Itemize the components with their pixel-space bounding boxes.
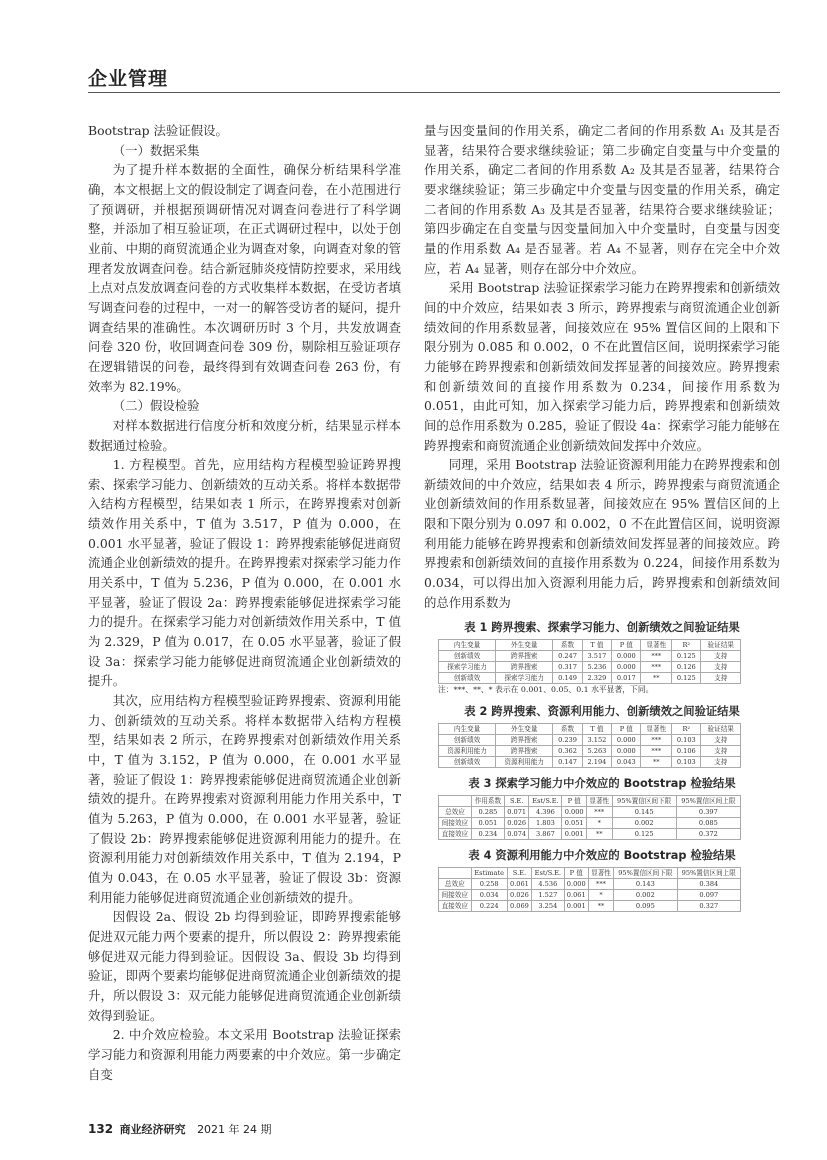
paragraph: 为了提升样本数据的全面性，确保分析结果科学准确，本文根据上文的假设制定了调查问卷，在小范围进行了预调研，并根据预调研情况对调查问卷进行了科学调整，并添加了相互验证项，在正式调研过程中，以处于创业前、中期的商贸流通企业为调查对象，向调查对象的管理者发放调查问卷。结合新冠肺炎疫情防控要求，采用线上点对点发放调查问卷的方式收集样本数据，在受访者填写调查问卷的过程中，一对一的解答受访者的疑问，提升调查结果的准确性。本次调研历时 3 个月，共发放调查问卷 320 份，收回调查问卷 309 份，剔除相互验证项存在逻辑错误的问卷，最终得到有效调查问卷 263 份，有效率为 82.19%。 xyxy=(88,162,401,394)
left-column xyxy=(88,121,401,1084)
table-cell: 0.224 xyxy=(471,901,507,912)
table-cell: 0.002 xyxy=(614,890,677,901)
section-title: 企业管理 xyxy=(88,68,169,90)
table-cell: *** xyxy=(641,651,672,662)
table-cell: 0.147 xyxy=(553,757,582,768)
column-header: 显著性 xyxy=(641,640,672,651)
column-header: 95%置信区间上限 xyxy=(677,868,740,879)
table-cell: 0.061 xyxy=(507,879,531,890)
journal-issue: 2021 年 24 期 xyxy=(197,1123,272,1136)
table-cell: 0.026 xyxy=(507,890,531,901)
table-row xyxy=(439,757,741,768)
data-table xyxy=(438,639,741,684)
table-cell: 3.254 xyxy=(532,901,565,912)
table-note: 注：***、**、* 表示在 0.001、0.05、0.1 水平显著，下同。 xyxy=(438,685,654,695)
table-header-row xyxy=(439,868,741,879)
table-cell: 总效应 xyxy=(439,807,472,818)
table-cell: 直接效应 xyxy=(439,901,472,912)
table-cell: 0.145 xyxy=(612,807,676,818)
data-table xyxy=(438,867,741,912)
table-cell: 2.194 xyxy=(582,757,611,768)
column-header: 显著性 xyxy=(586,796,612,807)
table-cell: 支持 xyxy=(701,673,741,684)
column-header: 验证结果 xyxy=(701,724,741,735)
paragraph: 因假设 2a、假设 2b 均得到验证，即跨界搜索能够促进双元能力两个要素的提升，所以假设 2：跨界搜索能够促进双元能力得到验证。因假设 3a、假设 3b 均得到验证，即两个要素均能够促进商贸流通企业创新绩效的提升，所以假设 3：双元能力能够促进商贸流通企业创新绩效得到验证。 xyxy=(88,909,401,1023)
table-cell: 4.536 xyxy=(532,879,565,890)
paragraph: 采用 Bootstrap 法验证探索学习能力在跨界搜索和创新绩效间的中介效应，结果如表 3 所示，跨界搜索与商贸流通企业创新绩效间的作用系数显著，间接效应在 95% 置信区间的上限和下限分别为 0.085 和 0.002，0 不在此置信区间，说明探索学习能力能够在跨界搜索和创新绩效间发挥显著的间接效应。跨界搜索和创新绩效间的直接作用系数为 0.234，间接作用系数为 0.051，由此可知，加入探索学习能力后，跨界搜索和创新绩效间的总作用系数为 0.285，验证了假设 4a：探索学习能力能够在跨界搜索和商贸流通企业创新绩效间发挥中介效应。 xyxy=(424,280,780,453)
column-header: 内生变量 xyxy=(439,724,496,735)
table-row xyxy=(439,662,741,673)
table-title: 表 2 跨界搜索、资源利用能力、创新绩效之间验证结果 xyxy=(464,705,740,719)
column-header: R² xyxy=(672,724,701,735)
table-cell: 0.095 xyxy=(614,901,677,912)
table-cell: 0.285 xyxy=(471,807,504,818)
table-cell: 创新绩效 xyxy=(439,757,496,768)
table-title: 表 1 跨界搜索、探索学习能力、创新绩效之间验证结果 xyxy=(464,621,740,635)
column-header xyxy=(439,868,472,879)
tables-area xyxy=(424,620,780,912)
table-cell: 3.867 xyxy=(529,829,562,840)
table-cell: *** xyxy=(586,807,612,818)
column-header: Est/S.E. xyxy=(529,796,562,807)
table-cell: 0.051 xyxy=(471,818,504,829)
table-cell: 2.329 xyxy=(582,673,611,684)
page-number: 132 xyxy=(88,1122,114,1136)
table-cell: 探索学习能力 xyxy=(496,673,553,684)
table-cell: 0.000 xyxy=(612,746,641,757)
column-header: 显著性 xyxy=(641,724,672,735)
table-cell: 0.000 xyxy=(612,651,641,662)
table-title: 表 3 探索学习能力中介效应的 Bootstrap 检验结果 xyxy=(468,777,736,791)
table-cell: 0.384 xyxy=(677,879,740,890)
table-header-row xyxy=(439,724,741,735)
table-cell: 间接效应 xyxy=(439,890,472,901)
table-cell: 0.397 xyxy=(676,807,740,818)
paragraph: 1. 方程模型。首先，应用结构方程模型验证跨界搜索、探索学习能力、创新绩效的互动关系。将样本数据带入结构方程模型，结果如表 1 所示，在跨界搜索对创新绩效作用关系中，T 值为 3.517，P 值为 0.000，在 0.001 水平显著，验证了假设 1：跨界搜索能够促进商贸流通企业创新绩效的提升。在跨界搜索对探索学习能力作用关系中，T 值为 5.236，P 值为 0.000，在 0.001 水平显著，验证了假设 2a：跨界搜索能够促进探索学习能力的提升。在探索学习能力对创新绩效作用关系中，T 值为 2.329，P 值为 0.017，在 0.05 水平显著，验证了假设 3a：探索学习能力能够促进商贸流通企业创新绩效的提升。 xyxy=(88,457,401,689)
table-cell: 创新绩效 xyxy=(439,673,496,684)
table-cell: 0.372 xyxy=(676,829,740,840)
table-cell: * xyxy=(588,890,613,901)
table-cell: 0.051 xyxy=(562,818,587,829)
table-row xyxy=(439,901,741,912)
table-cell: 0.000 xyxy=(562,807,587,818)
column-header: 作用系数 xyxy=(471,796,504,807)
column-header: S.E. xyxy=(504,796,529,807)
table-cell: 3.517 xyxy=(582,651,611,662)
table-cell: 0.106 xyxy=(672,746,701,757)
table-cell: 支持 xyxy=(701,662,741,673)
table-row xyxy=(439,879,741,890)
column-header: P 值 xyxy=(562,796,587,807)
table-cell: 0.002 xyxy=(612,818,676,829)
column-header: P 值 xyxy=(564,868,588,879)
paragraph: Bootstrap 法验证假设。 xyxy=(88,123,228,138)
table-cell: *** xyxy=(641,746,672,757)
data-table xyxy=(438,795,741,840)
table-cell: 0.001 xyxy=(562,829,587,840)
column-header: 外生变量 xyxy=(496,640,553,651)
paragraph: 其次，应用结构方程模型验证跨界搜索、资源利用能力、创新绩效的互动关系。将样本数据带入结构方程模型，结果如表 2 所示，在跨界搜索对创新绩效作用关系中，T 值为 3.152，P 值为 0.000，在 0.001 水平显著，验证了假设 1：跨界搜索能够促进商贸流通企业创新绩效的提升。在跨界搜索对资源利用能力作用关系中，T 值为 5.263，P 值为 0.000，在 0.001 水平显著，验证了假设 2b：跨界搜索能够促进资源利用能力的提升。在资源利用能力对创新绩效作用关系中，T 值为 2.194，P 值为 0.043，在 0.05 水平显著，验证了假设 3b：资源利用能力能够促进商贸流通企业创新绩效的提升。 xyxy=(88,693,401,905)
table-cell: *** xyxy=(641,735,672,746)
table-cell: 5.236 xyxy=(582,662,611,673)
table-cell: 支持 xyxy=(701,735,741,746)
column-header: 95%置信区间上限 xyxy=(676,796,740,807)
table-row xyxy=(439,651,741,662)
table-cell: *** xyxy=(641,662,672,673)
table-cell: 跨界搜索 xyxy=(496,735,553,746)
table-cell: 创新绩效 xyxy=(439,651,496,662)
column-header xyxy=(439,796,472,807)
data-table xyxy=(438,723,741,768)
column-header: T 值 xyxy=(582,640,611,651)
column-header: 系数 xyxy=(553,640,582,651)
column-header: R² xyxy=(672,640,701,651)
column-header: 显著性 xyxy=(588,868,613,879)
table-cell: 0.017 xyxy=(612,673,641,684)
table-cell: 0.327 xyxy=(677,901,740,912)
table-cell: 0.085 xyxy=(676,818,740,829)
table-cell: 4.396 xyxy=(529,807,562,818)
table-cell: 0.103 xyxy=(672,735,701,746)
table-header-row xyxy=(439,640,741,651)
column-header: P 值 xyxy=(612,640,641,651)
column-header: 验证结果 xyxy=(701,640,741,651)
table-cell: 0.143 xyxy=(614,879,677,890)
table-row xyxy=(439,735,741,746)
table-cell: 支持 xyxy=(701,746,741,757)
table-row xyxy=(439,673,741,684)
table-cell: ** xyxy=(586,829,612,840)
table-title: 表 4 资源利用能力中介效应的 Bootstrap 检验结果 xyxy=(468,849,736,863)
table-cell: 0.043 xyxy=(612,757,641,768)
table-cell: 0.097 xyxy=(677,890,740,901)
table-cell: 0.074 xyxy=(504,829,529,840)
table-cell: 0.258 xyxy=(471,879,507,890)
column-header: Est/S.E. xyxy=(532,868,565,879)
table-cell: 0.001 xyxy=(564,901,588,912)
table-cell: 资源利用能力 xyxy=(496,757,553,768)
table-cell: ** xyxy=(641,673,672,684)
table-cell: 0.000 xyxy=(612,662,641,673)
table-cell: 0.234 xyxy=(471,829,504,840)
table-cell: 支持 xyxy=(701,757,741,768)
column-header: S.E. xyxy=(507,868,531,879)
table-cell: 0.000 xyxy=(564,879,588,890)
table-cell: 资源利用能力 xyxy=(439,746,496,757)
paragraph: （一）数据采集 xyxy=(112,142,200,158)
table-cell: 跨界搜索 xyxy=(496,746,553,757)
table-cell: 0.103 xyxy=(672,757,701,768)
right-column xyxy=(424,121,780,912)
column-header: P 值 xyxy=(612,724,641,735)
table-cell: ** xyxy=(641,757,672,768)
table-cell: 5.263 xyxy=(582,746,611,757)
column-header: 内生变量 xyxy=(439,640,496,651)
table-row xyxy=(439,890,741,901)
journal-name: 商业经济研究 xyxy=(119,1123,186,1136)
paragraph: 对样本数据进行信度分析和效度分析，结果显示样本数据通过检验。 xyxy=(88,417,401,453)
paragraph: 量与因变量间的作用关系，确定二者间的作用系数 A₁ 及其是否显著，结果符合要求继续验证；第二步确定自变量与中介变量的作用关系，确定二者间的作用系数 A₂ 及其是否显著，结果符合要求继续验证；第三步确定中介变量与因变量的作用关系，确定二者间的作用系数 A₃ 及其是否显著，结果符合要求继续验证；第四步确定在自变量与因变量间加入中介变量时，自变量与因变量的作用系数 A₄ 是否显著。若 A₄ 不显著，则存在完全中介效应，若 A₄ 显著，则存在部分中介效应。 xyxy=(424,123,780,276)
column-header: 系数 xyxy=(553,724,582,735)
table-cell: 0.239 xyxy=(553,735,582,746)
page-footer xyxy=(88,1121,272,1137)
table-cell: 0.126 xyxy=(672,662,701,673)
table-cell: 0.125 xyxy=(672,673,701,684)
table-row xyxy=(439,746,741,757)
table-cell: 0.247 xyxy=(553,651,582,662)
header-divider xyxy=(88,92,780,93)
table-cell: 0.125 xyxy=(672,651,701,662)
table-cell: 0.069 xyxy=(507,901,531,912)
paragraph: 2. 中介效应检验。本文采用 Bootstrap 法验证探索学习能力和资源利用能力两要素的中介效应。第一步确定自变 xyxy=(88,1027,401,1082)
table-cell: 总效应 xyxy=(439,879,472,890)
table-cell: 创新绩效 xyxy=(439,735,496,746)
table-row xyxy=(439,807,741,818)
paragraph: 同理，采用 Bootstrap 法验证资源利用能力在跨界搜索和创新绩效间的中介效应，结果如表 4 所示，跨界搜索与商贸流通企业创新绩效间的作用系数显著，间接效应在 95% 置信区间的上限和下限分别为 0.097 和 0.002，0 不在此置信区间，说明资源利用能力能够在跨界搜索和创新绩效间发挥显著的间接效应。跨界搜索和创新绩效间的直接作用系数为 0.224，间接作用系数为 0.034，可以得出加入资源利用能力后，跨界搜索和创新绩效间的总作用系数为 xyxy=(424,457,780,610)
column-header: Estimate xyxy=(471,868,507,879)
table-cell: 0.125 xyxy=(612,829,676,840)
column-header: T 值 xyxy=(582,724,611,735)
table-cell: 0.071 xyxy=(504,807,529,818)
table-cell: 0.317 xyxy=(553,662,582,673)
right-paragraphs xyxy=(424,121,780,612)
table-cell: 1.527 xyxy=(532,890,565,901)
table-cell: 0.000 xyxy=(612,735,641,746)
table-row xyxy=(439,829,741,840)
table-cell: 0.034 xyxy=(471,890,507,901)
table-cell: 0.149 xyxy=(553,673,582,684)
table-row xyxy=(439,818,741,829)
table-cell: 0.061 xyxy=(564,890,588,901)
table-cell: * xyxy=(586,818,612,829)
table-cell: *** xyxy=(588,879,613,890)
column-header: 外生变量 xyxy=(496,724,553,735)
column-header: 95%置信区间下限 xyxy=(612,796,676,807)
table-cell: 间接效应 xyxy=(439,818,472,829)
table-cell: 探索学习能力 xyxy=(439,662,496,673)
table-cell: 直接效应 xyxy=(439,829,472,840)
table-header-row xyxy=(439,796,741,807)
column-header: 95%置信区间下限 xyxy=(614,868,677,879)
table-cell: 1.803 xyxy=(529,818,562,829)
table-cell: 跨界搜索 xyxy=(496,662,553,673)
table-cell: 0.026 xyxy=(504,818,529,829)
table-cell: 支持 xyxy=(701,651,741,662)
table-cell: ** xyxy=(588,901,613,912)
paragraph: （二）假设检验 xyxy=(112,398,200,414)
table-cell: 3.152 xyxy=(582,735,611,746)
table-cell: 0.362 xyxy=(553,746,582,757)
table-cell: 跨界搜索 xyxy=(496,651,553,662)
